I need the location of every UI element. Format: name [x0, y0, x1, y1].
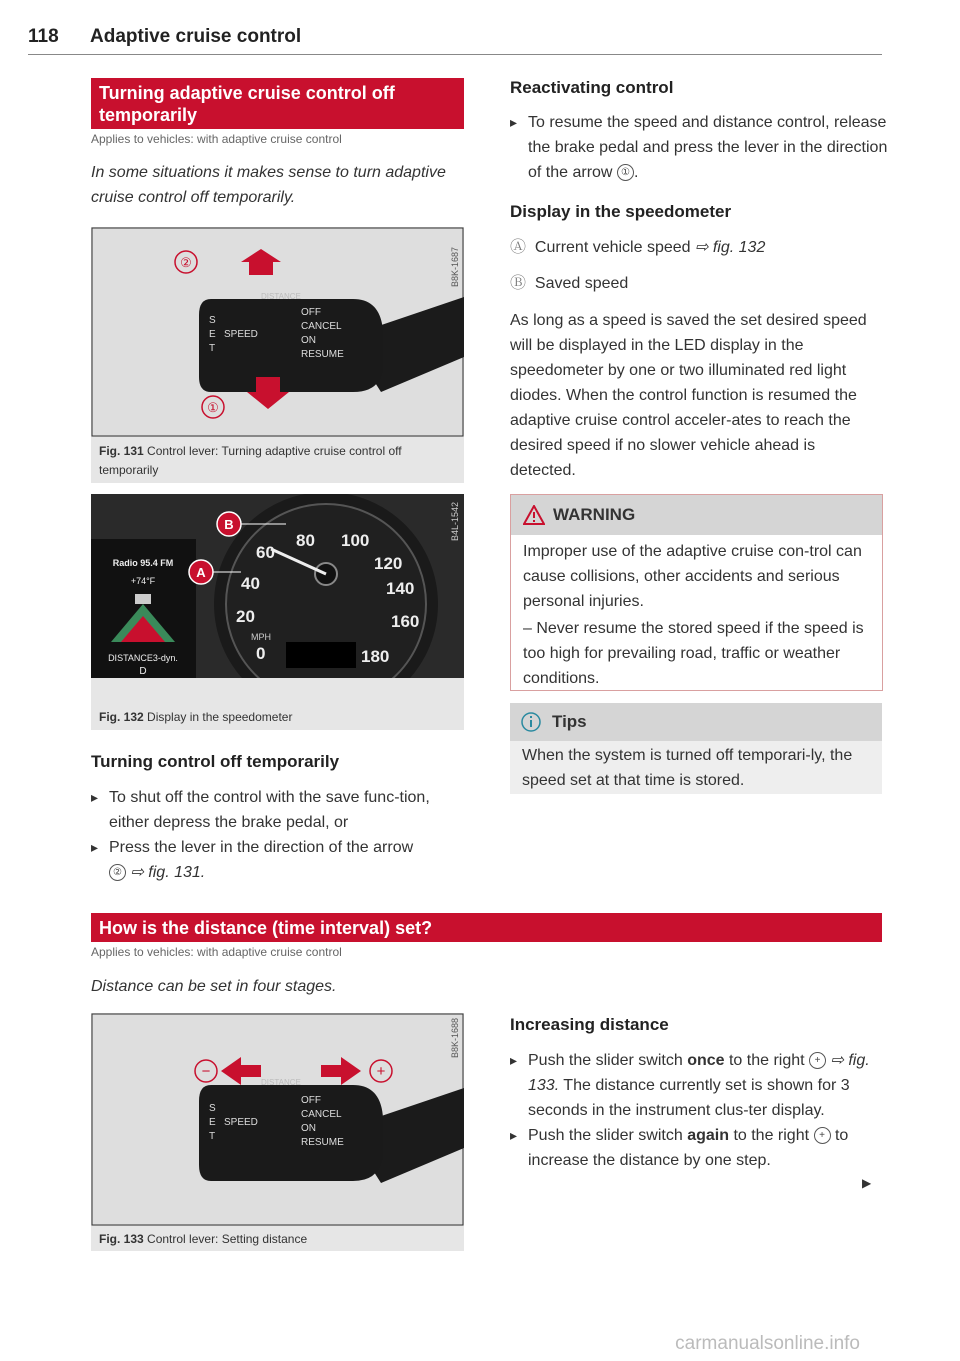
figure-133	[91, 1013, 464, 1251]
continued-arrow-icon: ▶	[862, 1176, 872, 1190]
marker-plus: +	[809, 1052, 826, 1069]
figure-code: B8K-1688	[450, 1018, 460, 1059]
svg-text:MPH: MPH	[251, 632, 271, 642]
lever-distance-illustration	[91, 1013, 464, 1226]
marker-1: ①	[617, 164, 634, 181]
svg-text:T: T	[209, 1131, 216, 1142]
display-paragraph: As long as a speed is saved the set desired speed will be displayed in the LED display in the speedometer by one or two illuminated red light diodes. When the control function is resumed the adaptive cruise control acceler-ates to reach the desired speed if no slower vehicle ahead is detected.	[510, 312, 867, 479]
svg-text:100: 100	[341, 531, 370, 550]
marker-2: ②	[109, 864, 126, 881]
step-item: ▸ To resume the speed and distance control, release the brake pedal and press the lever in the direction of the arrow ① .	[510, 110, 888, 185]
svg-text:D: D	[139, 666, 147, 677]
subheading-display: Display in the speedometer	[510, 202, 732, 221]
svg-text:ON: ON	[301, 335, 316, 346]
figure-131	[91, 227, 464, 483]
svg-text:160: 160	[391, 612, 420, 631]
figure-code: B4L-1542	[450, 502, 460, 542]
section-intro: Distance can be set in four stages.	[91, 978, 337, 995]
marker-2: ②	[180, 255, 192, 270]
svg-text:120: 120	[374, 554, 403, 573]
warning-box	[510, 494, 883, 691]
marker-a: A	[196, 565, 206, 580]
step-item: ▸ Push the slider switch again to the right + to increase the distance by one step.	[510, 1123, 875, 1173]
subheading-reactivating: Reactivating control	[510, 78, 674, 97]
subheading-turn-off: Turning control off temporarily	[91, 752, 340, 771]
svg-text:60: 60	[256, 543, 275, 562]
page-number: 118	[28, 26, 59, 47]
display-item-a: Ⓐ Current vehicle speed ⇨ fig. 132	[510, 239, 766, 256]
subheading-increasing: Increasing distance	[510, 1015, 669, 1034]
svg-text:OFF: OFF	[301, 307, 321, 318]
svg-text:20: 20	[236, 607, 255, 626]
svg-text:140: 140	[386, 579, 415, 598]
warning-dash-item: – Never resume the stored speed if the speed is too high for prevailing road, traffic or weather conditions.	[523, 620, 864, 687]
step-item: ▸ To shut off the control with the save func-tion, either depress the brake pedal, or	[91, 785, 461, 835]
svg-text:E: E	[209, 329, 216, 340]
speedometer-illustration	[91, 494, 464, 678]
figure-caption: Fig. 133 Control lever: Setting distance	[99, 1232, 308, 1246]
svg-text:RESUME: RESUME	[301, 1137, 344, 1148]
marker-plus: +	[814, 1127, 831, 1144]
svg-text:DISTANCE: DISTANCE	[261, 1078, 301, 1087]
svg-text:40: 40	[241, 574, 260, 593]
svg-text:E: E	[209, 1117, 216, 1128]
svg-text:ON: ON	[301, 1123, 316, 1134]
increasing-steps	[510, 1048, 875, 1173]
applies-note: Applies to vehicles: with adaptive cruise control	[91, 132, 342, 146]
figure-132	[91, 494, 464, 730]
tips-header	[510, 703, 882, 741]
step-item: ▸ Push the slider switch once to the right + ⇨ fig. 133. The distance currently set is shown for 3 seconds in the instrument clus-ter display.	[510, 1048, 875, 1123]
svg-text:Radio 95.4 FM: Radio 95.4 FM	[112, 558, 174, 568]
svg-text:RESUME: RESUME	[301, 349, 344, 360]
section-intro: In some situations it makes sense to turn adaptive cruise control off temporarily.	[91, 164, 446, 206]
svg-text:SPEED: SPEED	[224, 329, 258, 340]
lever-distance-label: DISTANCE	[261, 292, 301, 301]
svg-text:OFF: OFF	[301, 1095, 321, 1106]
marker-plus: +	[376, 1063, 386, 1080]
svg-text:SPEED: SPEED	[224, 1117, 258, 1128]
applies-note: Applies to vehicles: with adaptive cruise control	[91, 945, 342, 959]
section-heading-distance: How is the distance (time interval) set?	[91, 913, 882, 942]
marker-b: B	[224, 517, 234, 532]
figure-code: B8K-1687	[450, 247, 460, 288]
chapter-title: Adaptive cruise control	[90, 26, 302, 47]
turn-off-steps	[91, 785, 461, 885]
svg-text:80: 80	[296, 531, 315, 550]
tips-box	[510, 703, 882, 794]
marker-minus: −	[201, 1063, 211, 1080]
svg-text:S: S	[209, 1103, 216, 1114]
watermark: carmanualsonline.info	[675, 1333, 860, 1354]
figure-caption: Fig. 132 Display in the speedometer	[99, 710, 293, 724]
svg-text:+74°F: +74°F	[130, 576, 156, 586]
svg-text:CANCEL: CANCEL	[301, 1109, 342, 1120]
lever-illustration	[91, 227, 464, 437]
svg-text:CANCEL: CANCEL	[301, 321, 342, 332]
step-item: ▸ Press the lever in the direction of the arrow ② ⇨ fig. 131.	[91, 835, 461, 885]
svg-text:T: T	[209, 343, 216, 354]
tips-text: When the system is turned off temporari-ly, the speed set at that time is stored.	[522, 747, 853, 789]
svg-text:DISTANCE3-dyn.: DISTANCE3-dyn.	[108, 653, 178, 663]
svg-text:0: 0	[256, 644, 266, 663]
marker-1: ①	[207, 400, 219, 415]
warning-header	[511, 495, 882, 535]
warning-text: Improper use of the adaptive cruise con-trol can cause collisions, other accidents and serious personal injuries.	[523, 543, 862, 610]
tips-title: Tips	[552, 712, 587, 731]
display-item-b: Ⓑ Saved speed	[510, 275, 629, 292]
section-heading-turn-off: Turning adaptive cruise control off temporarily	[91, 78, 464, 129]
warning-title: WARNING	[553, 505, 636, 524]
svg-text:S: S	[209, 315, 216, 326]
figure-caption: Fig. 131 Control lever: Turning adaptive cruise control off temporarily	[99, 444, 402, 477]
header-rule	[28, 54, 882, 55]
info-icon	[520, 711, 542, 733]
warning-icon	[523, 505, 545, 525]
svg-text:180: 180	[361, 647, 390, 666]
